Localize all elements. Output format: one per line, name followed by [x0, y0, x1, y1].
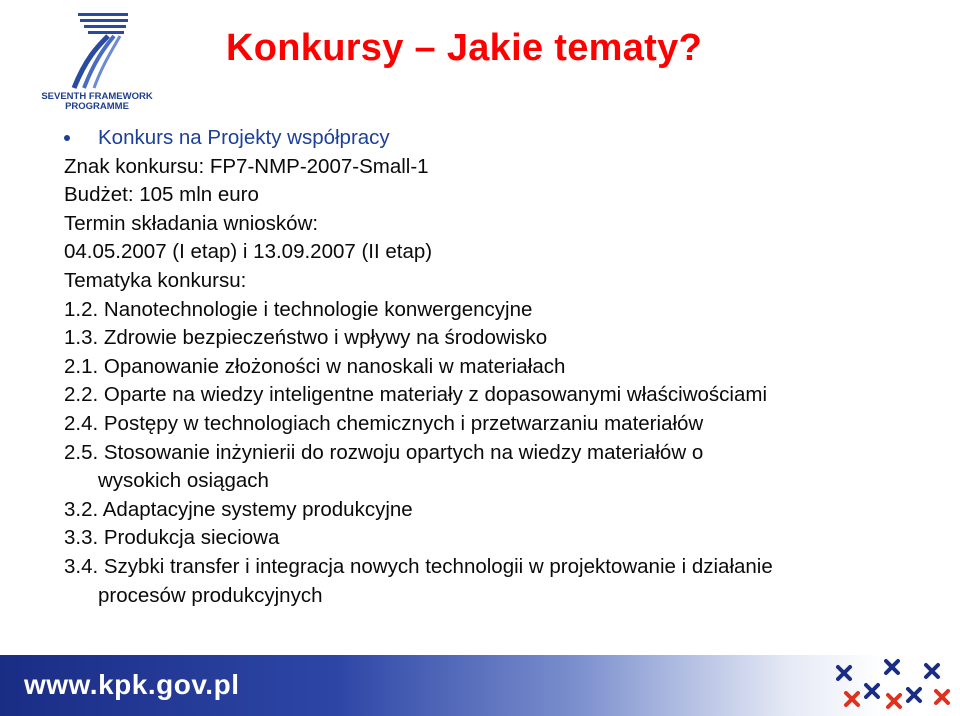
- logo-line1: SEVENTH FRAMEWORK: [41, 91, 153, 102]
- topic-2-4: 2.4. Postępy w technologiach chemicznych i przetwarzaniu materiałów: [64, 411, 704, 435]
- bullet-text: Konkurs na Projekty współpracy: [98, 126, 390, 149]
- topic-1-3: 1.3. Zdrowie bezpieczeństwo i wpływy na środowisko: [64, 326, 548, 350]
- bullet-item-call: [64, 124, 944, 153]
- budget: Budżet: 105 mln euro: [64, 183, 259, 207]
- call-identifier: Znak konkursu: FP7-NMP-2007-Small-1: [64, 154, 429, 178]
- topic-3-4: 3.4. Szybki transfer i integracja nowych technologii w projektowanie i działanie: [64, 554, 773, 578]
- footer-bar: [0, 655, 960, 716]
- deadline-dates: 04.05.2007 (I etap) i 13.09.2007 (II etap): [64, 240, 433, 264]
- bullet-icon: [64, 135, 70, 141]
- topic-3-2: 3.2. Adaptacyjne systemy produkcyjne: [64, 497, 413, 521]
- topics-label: Tematyka konkursu:: [64, 268, 247, 292]
- deadline-label: Termin składania wniosków:: [64, 211, 319, 235]
- topic-2-5-continued: wysokich osiągach: [98, 469, 269, 493]
- topic-3-4-continued: procesów produkcyjnych: [98, 583, 323, 607]
- topic-2-5: 2.5. Stosowanie inżynierii do rozwoju opartych na wiedzy materiałów o: [64, 440, 704, 464]
- page-title: Konkursy – Jakie tematy?: [226, 27, 703, 69]
- footer-url[interactable]: www.kpk.gov.pl: [24, 669, 240, 700]
- slide-content: [64, 124, 944, 610]
- topic-2-2: 2.2. Oparte na wiedzy inteligentne materiały z dopasowanymi właściwościami: [64, 383, 768, 407]
- fp7-logo-graphic: [40, 10, 155, 112]
- fp7-logo: [40, 10, 155, 112]
- decorative-crosses-icon: [826, 655, 956, 716]
- topic-1-2: 1.2. Nanotechnologie i technologie konwergencyjne: [64, 297, 533, 321]
- topic-3-3: 3.3. Produkcja sieciowa: [64, 526, 280, 550]
- topic-2-1: 2.1. Opanowanie złożoności w nanoskali w materiałach: [64, 354, 566, 378]
- logo-line2: PROGRAMME: [65, 101, 129, 112]
